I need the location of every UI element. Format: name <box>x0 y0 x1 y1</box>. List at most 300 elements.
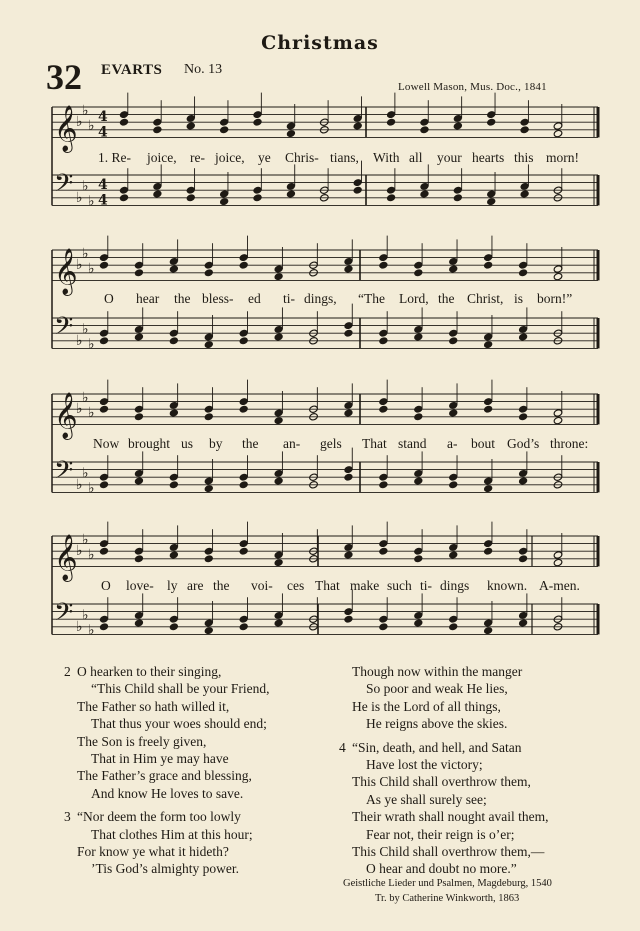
note-head <box>186 122 196 130</box>
flat-sign-icon: ♭ <box>88 547 95 563</box>
note-head <box>448 409 458 417</box>
lyric-syllable: all <box>409 150 423 165</box>
note-head <box>134 477 144 485</box>
note-head <box>253 186 263 194</box>
hymn-number: 32 <box>46 57 82 97</box>
stanza-text: “Sin, death, and hell, and Satan <box>352 739 522 755</box>
note-head <box>379 405 389 413</box>
note-head <box>186 186 196 194</box>
note-head <box>99 405 109 413</box>
lyric-syllable: an- <box>283 436 301 451</box>
note-head <box>286 129 296 137</box>
note-head <box>204 626 214 634</box>
note-head <box>134 469 144 477</box>
note-head <box>239 623 249 631</box>
note-head <box>169 265 179 273</box>
note-head <box>99 337 109 345</box>
note-head <box>518 619 528 627</box>
note-head <box>274 409 284 417</box>
lyric-syllable: ces <box>287 578 305 593</box>
note-head <box>344 551 354 559</box>
note-head <box>520 182 530 190</box>
treble-clef-icon: 𝄞 <box>54 248 78 295</box>
note-head <box>274 333 284 341</box>
note-head <box>518 405 528 413</box>
note-head <box>169 551 179 559</box>
flat-sign-icon: ♭ <box>82 389 89 406</box>
lyric-syllable: love- <box>126 578 154 593</box>
lyric-syllable: A-men. <box>539 578 580 593</box>
lyric-syllable: stand <box>398 436 427 451</box>
note-head <box>344 265 354 273</box>
lyric-syllable: the <box>213 578 230 593</box>
flat-sign-icon: ♭ <box>82 102 89 119</box>
note-head <box>239 481 249 489</box>
page-title: Christmas <box>261 32 379 54</box>
note-head <box>414 405 424 413</box>
note-head <box>134 555 144 563</box>
lyric-syllable: throne: <box>550 436 589 451</box>
tune-number: No. 13 <box>184 62 223 77</box>
note-head <box>119 110 129 118</box>
lyric-syllable: bout <box>471 436 496 451</box>
note-head <box>553 122 563 130</box>
note-head <box>420 126 430 134</box>
lyric-syllable: ed <box>248 291 261 306</box>
lyric-syllable: bless- <box>202 291 234 306</box>
note-head <box>344 473 354 481</box>
lyric-syllable: ti- <box>283 291 295 306</box>
note-head <box>219 126 229 134</box>
lyric-syllable: gels <box>320 436 342 451</box>
stanza-line: Have lost the victory; <box>366 757 483 773</box>
lyric-syllable: “The <box>358 291 385 306</box>
flat-sign-icon: ♭ <box>88 336 95 353</box>
note-head <box>379 473 389 481</box>
stanza-line: He is the Lord of all things, <box>352 698 501 714</box>
bass-clef-icon: 𝄢 <box>54 598 74 634</box>
note-head <box>204 477 214 485</box>
note-head <box>186 194 196 202</box>
treble-clef-icon: 𝄞 <box>54 534 78 581</box>
note-head <box>134 611 144 619</box>
lyric-syllable: ti- <box>420 578 432 593</box>
note-head <box>239 329 249 337</box>
stanza-line: ’Tis God’s almighty power. <box>91 861 240 877</box>
lyric-syllable: make <box>350 578 380 593</box>
note-head <box>253 118 263 126</box>
note-head <box>344 401 354 409</box>
note-head <box>420 182 430 190</box>
flat-sign-icon: ♭ <box>76 257 83 274</box>
note-head <box>553 409 563 417</box>
stanza-line: As ye shall surely see; <box>366 791 487 807</box>
note-head <box>169 615 179 623</box>
lyric-syllable: a- <box>447 436 458 451</box>
note-head <box>153 126 163 134</box>
time-signature: 4 <box>98 124 108 141</box>
lyric-syllable: Now <box>93 436 120 451</box>
lyric-syllable: O <box>104 291 114 306</box>
note-head <box>483 253 493 261</box>
note-head <box>274 611 284 619</box>
note-head <box>344 543 354 551</box>
note-head <box>204 555 214 563</box>
flat-sign-icon: ♭ <box>82 178 89 195</box>
stanza-line: For know ye what it hideth? <box>77 844 229 860</box>
note-head <box>286 182 296 190</box>
source-credit: Geistliche Lieder und Psalmen, Magdeburg, 1540 <box>343 878 552 889</box>
note-head <box>134 405 144 413</box>
note-head <box>344 321 354 329</box>
treble-clef-icon: 𝄞 <box>54 105 78 152</box>
note-head <box>414 477 424 485</box>
note-head <box>204 333 214 341</box>
note-head <box>239 253 249 261</box>
note-head <box>448 473 458 481</box>
note-head <box>204 619 214 627</box>
note-head <box>448 401 458 409</box>
note-head <box>239 397 249 405</box>
flat-sign-icon: ♭ <box>76 401 83 418</box>
note-head <box>274 416 284 424</box>
note-head <box>414 611 424 619</box>
lyric-syllable: is <box>514 291 524 306</box>
note-head <box>518 413 528 421</box>
note-head <box>204 340 214 348</box>
note-head <box>448 481 458 489</box>
lyric-syllable: 1. Re- <box>98 150 131 165</box>
lyric-syllable: the <box>438 291 455 306</box>
note-head <box>134 333 144 341</box>
note-head <box>169 481 179 489</box>
stanza-line <box>339 739 548 756</box>
composer-credit: Lowell Mason, Mus. Doc., 1841 <box>398 81 547 93</box>
note-head <box>274 265 284 273</box>
note-head <box>134 325 144 333</box>
lyric-syllable: are <box>187 578 204 593</box>
stanza-line <box>64 663 269 680</box>
note-head <box>119 118 129 126</box>
note-head <box>253 110 263 118</box>
note-head <box>518 261 528 269</box>
note-head <box>486 190 496 198</box>
note-head <box>134 619 144 627</box>
note-head <box>414 269 424 277</box>
note-head <box>379 615 389 623</box>
note-head <box>169 401 179 409</box>
lyric-syllable: us <box>181 436 194 451</box>
note-head <box>518 555 528 563</box>
note-head <box>486 197 496 205</box>
note-head <box>483 333 493 341</box>
note-head <box>344 329 354 337</box>
note-head <box>453 194 463 202</box>
note-head <box>453 122 463 130</box>
note-head <box>518 477 528 485</box>
note-head <box>414 619 424 627</box>
note-head <box>386 118 396 126</box>
note-head <box>379 337 389 345</box>
stanza-text: O hearken to their singing, <box>77 664 222 679</box>
lyric-syllable: dings <box>440 578 470 593</box>
flat-sign-icon: ♭ <box>76 476 83 493</box>
tune-name: EVARTS <box>101 62 163 78</box>
stanza-line: Their wrath shall nought avail them, <box>352 809 549 825</box>
lyric-syllable: With <box>373 150 400 165</box>
stanza-line: That thus your woes should end; <box>91 716 267 732</box>
stanza-line: That clothes Him at this hour; <box>91 826 253 842</box>
note-head <box>344 257 354 265</box>
lyric-syllable: this <box>514 150 534 165</box>
lyric-syllable: Christ, <box>467 291 504 306</box>
note-head <box>134 261 144 269</box>
note-head <box>553 558 563 566</box>
lyric-syllable: morn! <box>546 150 579 165</box>
note-head <box>99 615 109 623</box>
bass-clef-icon: 𝄢 <box>54 169 74 205</box>
note-head <box>483 477 493 485</box>
note-head <box>414 333 424 341</box>
flat-sign-icon: ♭ <box>82 321 89 338</box>
note-head <box>420 118 430 126</box>
note-head <box>153 182 163 190</box>
translator-credit: Tr. by Catherine Winkworth, 1863 <box>375 893 520 904</box>
note-head <box>353 122 363 130</box>
note-head <box>448 615 458 623</box>
lyric-syllable: That <box>362 436 387 451</box>
note-head <box>134 269 144 277</box>
flat-sign-icon: ♭ <box>76 543 83 560</box>
stanza-text: “Nor deem the form too lowly <box>77 809 241 825</box>
note-head <box>379 253 389 261</box>
note-head <box>239 473 249 481</box>
note-head <box>239 615 249 623</box>
note-head <box>448 551 458 559</box>
treble-clef-icon: 𝄞 <box>54 392 78 439</box>
note-head <box>518 469 528 477</box>
note-head <box>219 118 229 126</box>
note-head <box>239 261 249 269</box>
note-head <box>99 261 109 269</box>
flat-sign-icon: ♭ <box>88 193 95 210</box>
stanza-number: 3 <box>64 809 71 825</box>
note-head <box>486 110 496 118</box>
stanza-line: This Child shall overthrow them,— <box>352 844 545 860</box>
note-head <box>344 465 354 473</box>
stanza-line: So poor and weak He lies, <box>366 681 508 697</box>
lyric-syllable: ly <box>167 578 178 593</box>
note-head <box>253 194 263 202</box>
time-signature: 4 <box>98 177 108 194</box>
lyric-syllable: such <box>387 578 412 593</box>
note-head <box>286 122 296 130</box>
note-head <box>448 329 458 337</box>
lyric-syllable: born!” <box>537 291 573 306</box>
lyric-syllable: hearts <box>472 150 505 165</box>
note-head <box>99 623 109 631</box>
note-head <box>204 269 214 277</box>
note-head <box>204 405 214 413</box>
note-head <box>99 329 109 337</box>
note-head <box>204 413 214 421</box>
note-head <box>483 405 493 413</box>
note-head <box>99 539 109 547</box>
note-head <box>204 547 214 555</box>
note-head <box>274 551 284 559</box>
lyric-syllable: tians, <box>330 150 359 165</box>
note-head <box>414 469 424 477</box>
note-head <box>99 397 109 405</box>
note-head <box>483 484 493 492</box>
note-head <box>520 126 530 134</box>
bass-clef-icon: 𝄢 <box>54 312 74 348</box>
note-head <box>99 547 109 555</box>
note-head <box>344 409 354 417</box>
note-head <box>553 129 563 137</box>
note-head <box>169 543 179 551</box>
flat-sign-icon: ♭ <box>82 465 89 482</box>
note-head <box>448 623 458 631</box>
note-head <box>344 615 354 623</box>
lyric-syllable: dings, <box>304 291 337 306</box>
flat-sign-icon: ♭ <box>76 332 83 349</box>
note-head <box>219 197 229 205</box>
note-head <box>483 539 493 547</box>
note-head <box>286 190 296 198</box>
note-head <box>483 340 493 348</box>
note-head <box>518 325 528 333</box>
stanza-number: 4 <box>339 739 346 755</box>
note-head <box>414 547 424 555</box>
stanza-column-left <box>64 663 270 878</box>
note-head <box>239 337 249 345</box>
lyric-syllable: the <box>242 436 259 451</box>
flat-sign-icon: ♭ <box>88 118 95 134</box>
note-head <box>483 626 493 634</box>
lyric-syllable: re- <box>190 150 205 165</box>
lyric-syllable: the <box>174 291 191 306</box>
lyric-syllable: hear <box>136 291 160 306</box>
lyric-syllable: Chris- <box>285 150 319 165</box>
flat-sign-icon: ♭ <box>76 189 83 206</box>
note-head <box>414 325 424 333</box>
note-head <box>204 261 214 269</box>
note-head <box>448 257 458 265</box>
note-head <box>239 539 249 547</box>
lyric-syllable: by <box>209 436 223 451</box>
note-head <box>414 555 424 563</box>
note-head <box>448 543 458 551</box>
note-head <box>518 547 528 555</box>
lyric-syllable: O <box>101 578 111 593</box>
lyric-syllable: ye <box>258 150 271 165</box>
note-head <box>379 397 389 405</box>
note-head <box>483 261 493 269</box>
note-head <box>353 114 363 122</box>
flat-sign-icon: ♭ <box>76 618 83 635</box>
note-head <box>379 539 389 547</box>
note-head <box>134 547 144 555</box>
note-head <box>134 413 144 421</box>
flat-sign-icon: ♭ <box>88 261 95 277</box>
note-head <box>274 477 284 485</box>
stanza-line: O hear and doubt no more.” <box>366 861 517 877</box>
note-head <box>386 186 396 194</box>
note-head <box>274 325 284 333</box>
flat-sign-icon: ♭ <box>88 480 95 497</box>
lyric-syllable: God’s <box>507 436 540 451</box>
stanza-line: The Son is freely given, <box>77 733 207 749</box>
flat-sign-icon: ♭ <box>82 531 89 548</box>
lyric-syllable: known. <box>487 578 528 593</box>
lyric-syllable: voi- <box>251 578 273 593</box>
note-head <box>204 484 214 492</box>
note-head <box>99 253 109 261</box>
note-head <box>169 329 179 337</box>
stanza-number: 2 <box>64 664 71 679</box>
note-head <box>448 337 458 345</box>
time-signature: 4 <box>98 109 108 126</box>
stanza-line <box>64 808 269 825</box>
stanza-line: And know He loves to save. <box>91 785 244 801</box>
note-head <box>274 619 284 627</box>
note-head <box>518 611 528 619</box>
note-head <box>153 190 163 198</box>
stanza-line: He reigns above the skies. <box>366 716 508 732</box>
note-head <box>219 190 229 198</box>
flat-sign-icon: ♭ <box>88 622 95 639</box>
note-head <box>453 186 463 194</box>
note-head <box>386 110 396 118</box>
lyric-syllable: brought <box>128 436 170 451</box>
note-head <box>553 272 563 280</box>
lyric-syllable: your <box>437 150 462 165</box>
lyric-syllable: joice, <box>215 150 245 165</box>
note-head <box>414 413 424 421</box>
stanza-line: That in Him ye may have <box>91 751 229 767</box>
note-head <box>379 623 389 631</box>
note-head <box>274 469 284 477</box>
note-head <box>379 261 389 269</box>
note-head <box>379 329 389 337</box>
note-head <box>239 547 249 555</box>
note-head <box>119 194 129 202</box>
stanza-line: The Father so hath willed it, <box>77 698 230 714</box>
note-head <box>274 272 284 280</box>
note-head <box>353 178 363 186</box>
note-head <box>169 409 179 417</box>
note-head <box>518 333 528 341</box>
note-head <box>274 558 284 566</box>
flat-sign-icon: ♭ <box>82 245 89 262</box>
note-head <box>553 265 563 273</box>
note-head <box>518 269 528 277</box>
note-head <box>169 257 179 265</box>
note-head <box>186 114 196 122</box>
note-head <box>119 186 129 194</box>
lyric-syllable: Lord, <box>399 291 429 306</box>
note-head <box>99 473 109 481</box>
note-head <box>414 261 424 269</box>
stanza-line: The Father’s grace and blessing, <box>77 768 252 784</box>
note-head <box>486 118 496 126</box>
note-head <box>448 265 458 273</box>
lyric-syllable: joice, <box>147 150 177 165</box>
flat-sign-icon: ♭ <box>82 607 89 624</box>
note-head <box>353 186 363 194</box>
note-head <box>520 190 530 198</box>
